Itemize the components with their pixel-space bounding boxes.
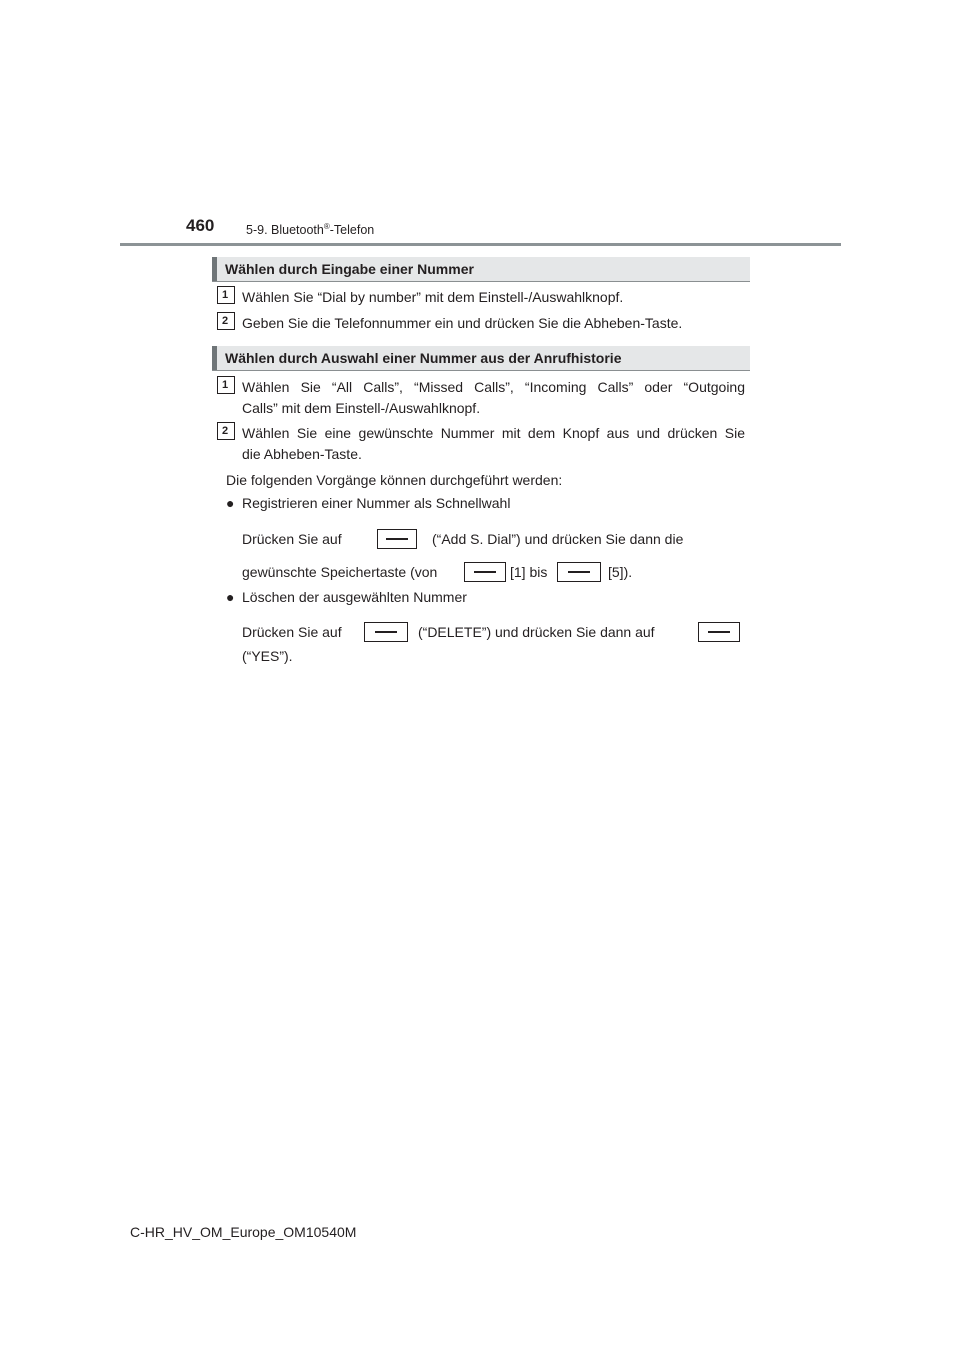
instruction-text: gewünschte Speichertaste (von bbox=[242, 564, 438, 580]
step-text: Geben Sie die Telefonnummer ein und drücken Sie die Abheben-Taste. bbox=[242, 315, 683, 331]
step-text-line: Calls” mit dem Einstell-/Auswahlknopf. bbox=[242, 400, 481, 416]
bullet-title: Registrieren einer Nummer als Schnellwahl bbox=[242, 495, 511, 511]
delete-button bbox=[364, 622, 408, 642]
page-number: 460 bbox=[186, 216, 215, 235]
header-divider bbox=[120, 243, 841, 246]
document-code: C-HR_HV_OM_Europe_OM10540M bbox=[130, 1224, 357, 1240]
preset-button-1 bbox=[464, 562, 506, 582]
step-text-line: Wählen Sie eine gewünschte Nummer mit dem Knopf aus und drücken Sie bbox=[242, 425, 745, 441]
section-title: Wählen durch Eingabe einer Nummer bbox=[225, 261, 474, 277]
operations-intro: Die folgenden Vorgänge können durchgeführt werden: bbox=[226, 472, 563, 488]
preset-button-5 bbox=[557, 562, 601, 582]
instruction-text: Drücken Sie auf bbox=[242, 624, 342, 640]
instruction-text: (“YES”). bbox=[242, 648, 293, 664]
section-title: Wählen durch Auswahl einer Nummer aus der Anrufhistorie bbox=[225, 350, 622, 366]
instruction-text: [1] bis bbox=[510, 564, 548, 580]
instruction-text: (“Add S. Dial”) und drücken Sie dann die bbox=[432, 531, 684, 547]
step-text-line: Wählen Sie “All Calls”, “Missed Calls”, “Incoming Calls” oder “Outgoing bbox=[242, 379, 745, 395]
instruction-text: [5]). bbox=[608, 564, 633, 580]
step-badge-1: 1 bbox=[217, 376, 235, 394]
section-header-dial-by-number bbox=[212, 257, 750, 282]
bullet-icon: ● bbox=[226, 495, 235, 511]
add-speed-dial-button bbox=[377, 529, 417, 549]
section-header-call-history bbox=[212, 346, 750, 371]
yes-button bbox=[698, 622, 740, 642]
section-header-bar bbox=[212, 346, 217, 370]
step-text: Wählen Sie “Dial by number” mit dem Einstell-/Auswahlknopf. bbox=[242, 289, 624, 305]
instruction-text: (“DELETE”) und drücken Sie dann auf bbox=[418, 624, 655, 640]
step-badge-2: 2 bbox=[217, 312, 235, 330]
bullet-title: Löschen der ausgewählten Nummer bbox=[242, 589, 467, 605]
instruction-text: Drücken Sie auf bbox=[242, 531, 342, 547]
step-badge-2: 2 bbox=[217, 422, 235, 440]
step-text-line: die Abheben-Taste. bbox=[242, 446, 362, 462]
step-badge-1: 1 bbox=[217, 286, 235, 304]
chapter-title: 5-9. Bluetooth®-Telefon bbox=[246, 222, 375, 238]
bullet-icon: ● bbox=[226, 589, 235, 605]
section-header-bar bbox=[212, 257, 217, 281]
